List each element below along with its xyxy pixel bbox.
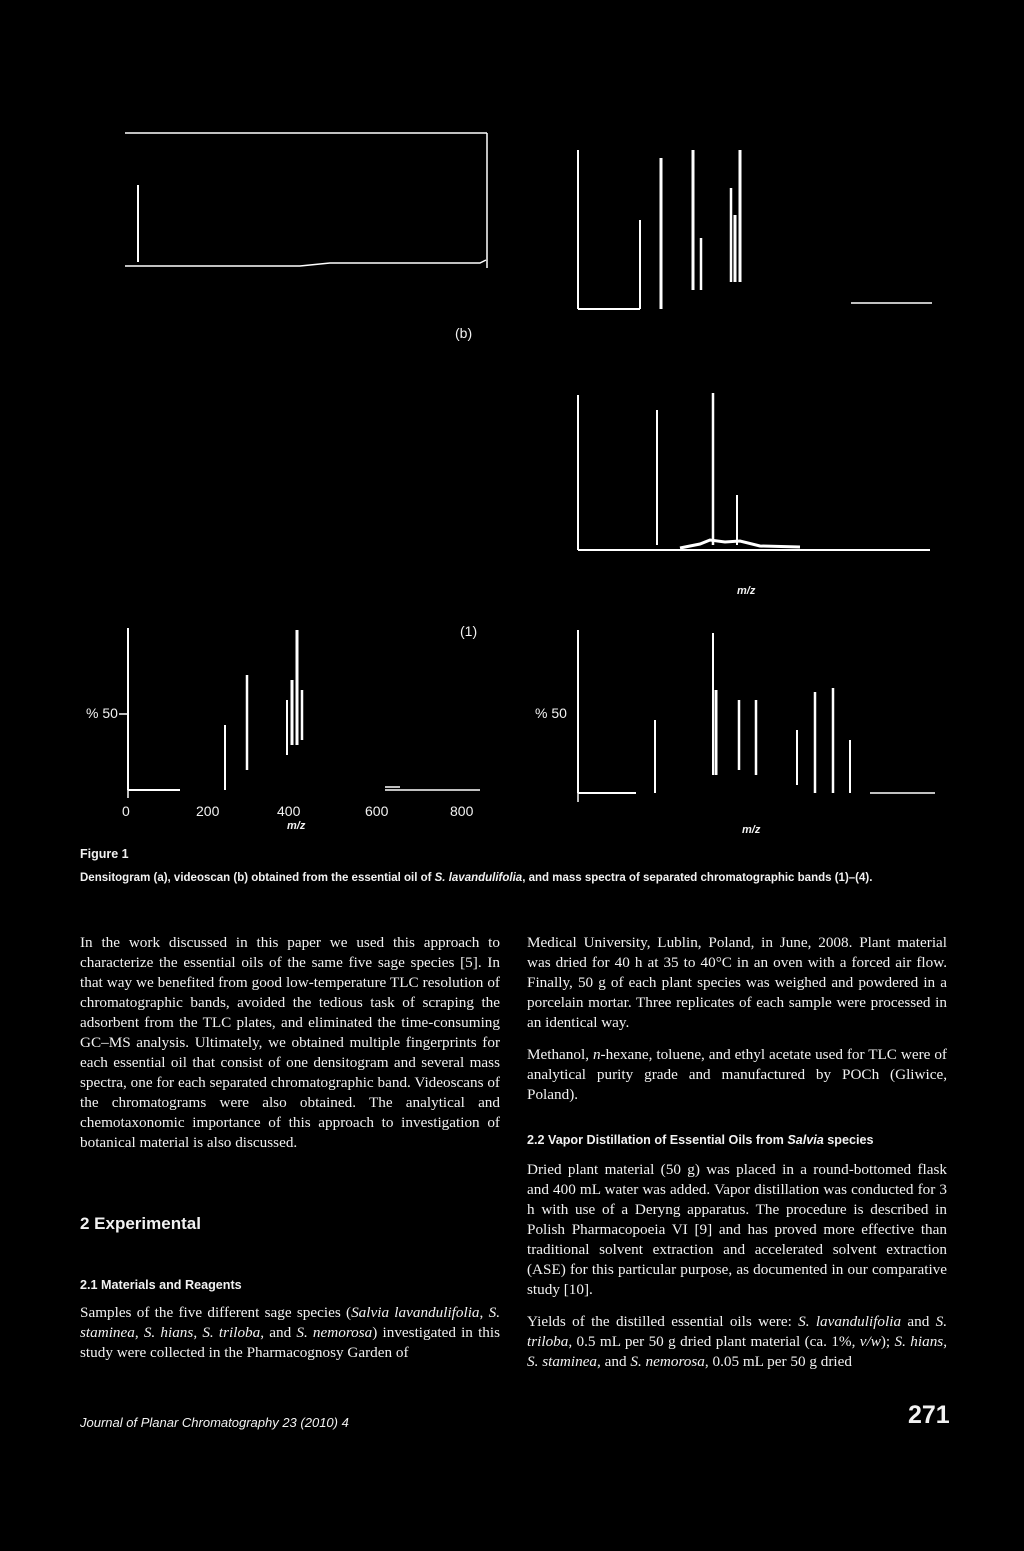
species-name: S. staminea <box>527 1353 598 1370</box>
italic-n: n <box>592 1046 601 1063</box>
page-number: 271 <box>908 1401 950 1429</box>
species-name: S. nemorosa <box>296 1324 373 1341</box>
conjunction: and <box>604 1353 627 1370</box>
distillation-column <box>527 1160 947 1384</box>
heading-text: species <box>823 1133 874 1147</box>
species-name: S. lavandulifolia <box>798 1313 902 1330</box>
left-column <box>80 933 500 1165</box>
x-tick-400: 400 <box>277 803 301 819</box>
species-name: S. hians <box>894 1333 944 1350</box>
y-axis-label-right: % 50 <box>535 705 567 721</box>
panel-label-1: (1) <box>460 623 478 639</box>
x-tick-800: 800 <box>450 803 474 819</box>
reagents-paragraph <box>527 1045 947 1105</box>
mz-axis-label-left: m/z <box>287 820 306 832</box>
caption-suffix: , and mass spectra of separated chromatographic bands (1)–(4). <box>522 872 873 884</box>
intro-paragraph: In the work discussed in this paper we used this approach to characterize the essential oils of the same five sage species [5]. In that way we benefited from good low-temperature TLC resolution of chromatographic bands, avoided the tedious task of scraping the adsorbent from the TLC plates, and eliminated the time-consuming GC–MS analysis. Ultimately, we obtained multiple fingerprints for each essential oil that consist of one densitogram and several mass spectra, one for each separated chromatographic band. Videoscans of the chromatograms were also obtained. The analytical and chemotaxonomic importance of this approach to investigation of botanical material is also discussed. <box>80 934 500 1151</box>
section-heading-experimental: 2 Experimental <box>80 1214 201 1233</box>
caption-prefix: Densitogram (a), videoscan (b) obtained from the essential oil of <box>80 872 435 884</box>
species-name: S. nemorosa <box>630 1353 705 1370</box>
figure-caption <box>80 872 960 884</box>
reagents-text: Methanol, <box>527 1046 593 1063</box>
y-axis-label-left: % 50 <box>86 705 118 721</box>
x-tick-200: 200 <box>196 803 220 819</box>
figure-label: Figure 1 <box>80 847 129 861</box>
species-name: S. staminea <box>80 1304 500 1341</box>
yields-text: ); <box>880 1333 895 1350</box>
mz-axis-label-right: m/z <box>742 824 761 836</box>
reagents-text: -hexane, toluene, and ethyl acetate used for TLC were of analytical purity grade and manufactured by POCh (Gliwice, Poland). <box>527 1046 947 1103</box>
yields-text: Yields of the distilled essential oils were: <box>527 1313 799 1330</box>
yields-text: , 0.5 mL per 50 g dried plant material (ca. 1%, <box>568 1333 860 1350</box>
species-name: S. triloba <box>527 1313 947 1350</box>
species-name: Salvia lavandulifolia <box>351 1304 480 1321</box>
x-tick-600: 600 <box>365 803 389 819</box>
subsection-heading-distillation <box>527 1133 873 1147</box>
mass-spectrum-bottom-right <box>578 630 935 802</box>
mass-spectrum-mid-right <box>578 393 930 550</box>
yields-text: , 0.05 mL per 50 g dried <box>704 1353 852 1370</box>
materials-paragraph: Samples of the five different sage species (Salvia lavandulifolia, S. staminea, S. hians, S. triloba, and S. nemorosa) investigated in this study were collected in the Pharmacognosy Garden of <box>80 1304 501 1361</box>
right-column <box>527 933 947 1117</box>
panel-label-b: (b) <box>455 325 473 341</box>
materials-text: Samples of the five different sage species ( <box>80 1304 352 1321</box>
x-tick-0: 0 <box>122 803 130 819</box>
caption-species: S. lavandulifolia <box>434 872 523 884</box>
heading-genus: Salvia <box>787 1133 824 1147</box>
species-name: S. triloba <box>202 1324 261 1341</box>
densitogram-panel <box>125 133 487 268</box>
heading-text: 2.2 Vapor Distillation of Essential Oils from <box>527 1133 788 1147</box>
subsection-heading-materials: 2.1 Materials and Reagents <box>80 1278 242 1292</box>
species-name: S. hians <box>143 1324 194 1341</box>
materials-text: ) investigated in this study were collected in the Pharmacognosy Garden of <box>80 1324 501 1361</box>
conjunction: and <box>907 1313 930 1330</box>
unit-vw: v/w <box>859 1333 881 1350</box>
videoscan-panel <box>578 150 932 309</box>
conjunction: and <box>269 1324 292 1341</box>
distillation-paragraph: Dried plant material (50 g) was placed in a round-bottomed flask and 400 mL water was added. Vapor distillation was conducted for 3 h with use of a Deryng apparatus. The procedure is described in Polish Pharmacopoeia VI [9] and has proved more effective than traditional solvent extraction and accelerated solvent extraction (ASE) for this particular purpose, as documented in our comparative study [10]. <box>527 1161 947 1298</box>
yields-paragraph: Yields of the distilled essential oils were: S. lavandulifolia and S. triloba, 0.5 mL per 50 g dried plant material (ca. 1%, v/w); S. hians, S. staminea, and S. nemorosa, 0.05 mL per 50 g dried <box>527 1313 947 1370</box>
mass-spectrum-1 <box>119 628 480 798</box>
materials-continued-paragraph: Medical University, Lublin, Poland, in June, 2008. Plant material was dried for 40 h at 35 to 40°C in an oven with a forced air flow. Finally, 50 g of each plant species was weighed and powdered in a porcelain mortar. Three replicates of each sample were processed in an identical way. <box>527 934 947 1031</box>
mz-axis-label-mid: m/z <box>737 585 756 597</box>
journal-footer: Journal of Planar Chromatography 23 (2010) 4 <box>80 1415 349 1430</box>
